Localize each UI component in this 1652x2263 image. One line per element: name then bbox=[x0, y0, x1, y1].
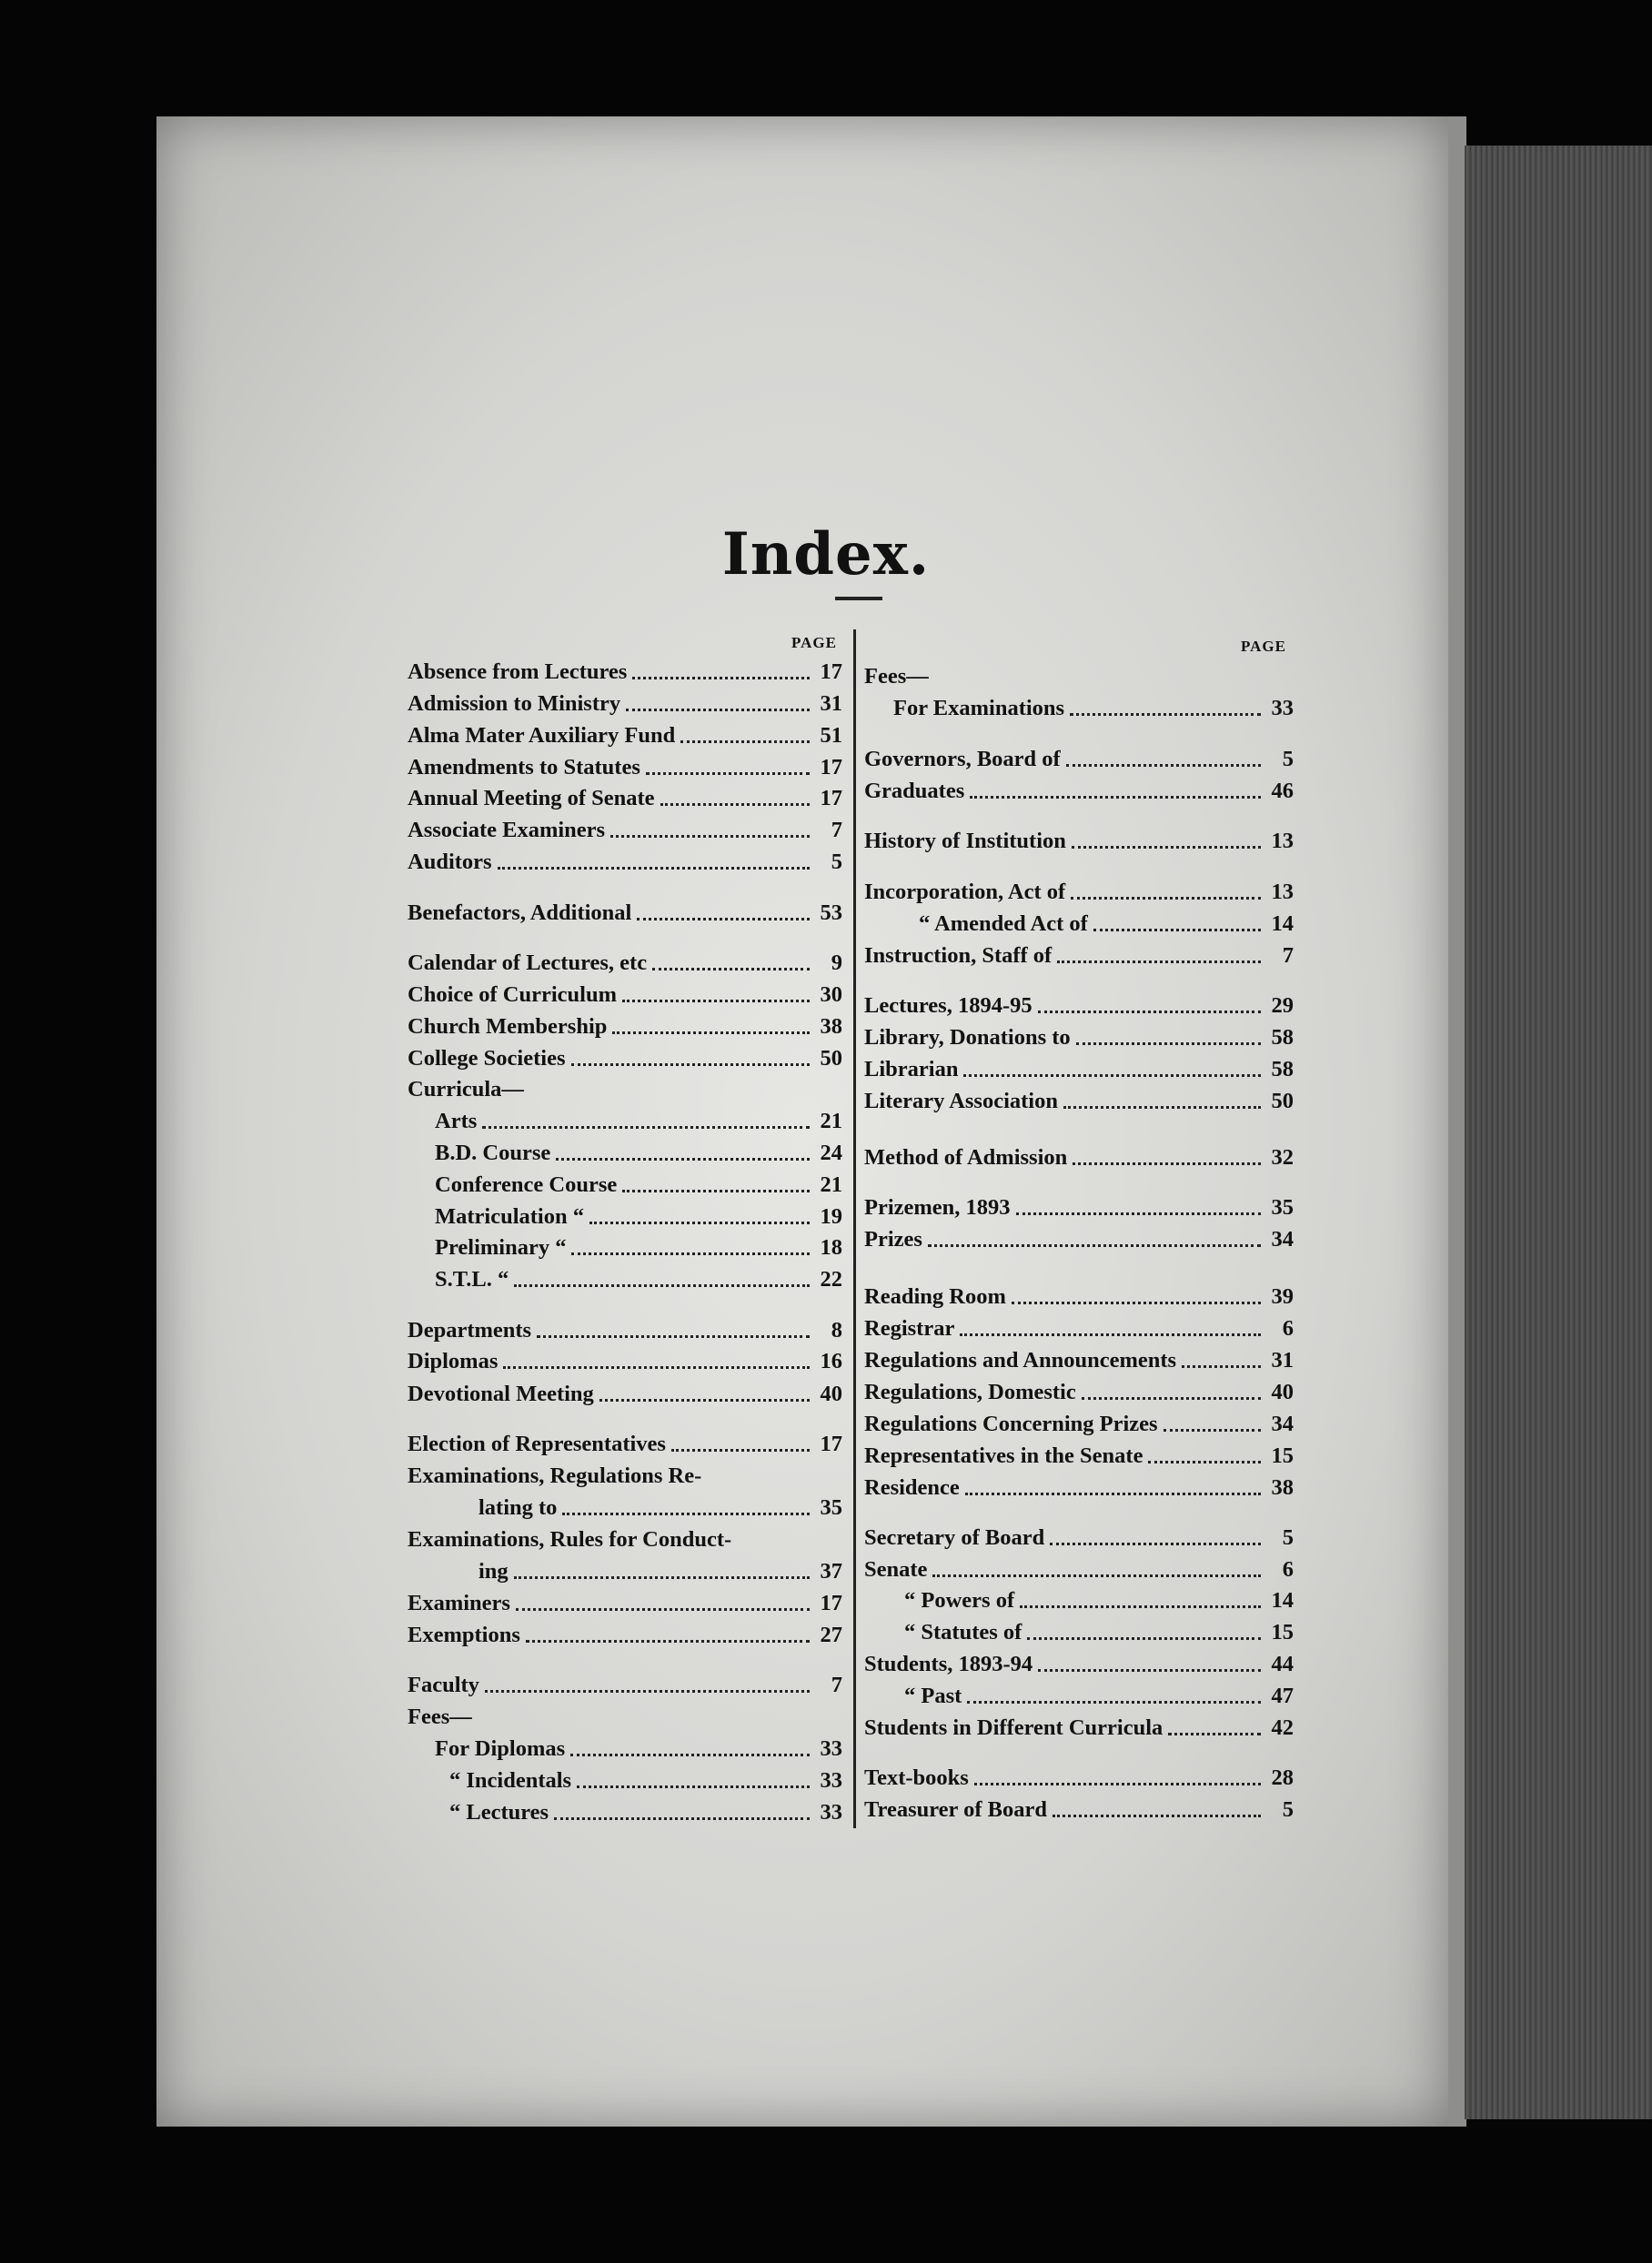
entry-label: Library, Donations to bbox=[864, 1025, 1071, 1050]
entry-page-number: 8 bbox=[831, 1318, 842, 1343]
leader-dots bbox=[570, 1754, 810, 1756]
entry-page-number: 15 bbox=[1271, 1443, 1294, 1468]
entry-label: “ Lectures bbox=[449, 1800, 549, 1825]
leader-dots bbox=[610, 835, 810, 838]
leader-dots bbox=[503, 1366, 810, 1369]
right-index-entry bbox=[864, 661, 1294, 692]
leader-dots bbox=[1073, 1162, 1261, 1165]
entry-page-number: 14 bbox=[1271, 1588, 1294, 1613]
leader-dots bbox=[1093, 929, 1261, 931]
entry-label: S.T.L. “ bbox=[435, 1267, 509, 1292]
right-index-entry bbox=[864, 1763, 1294, 1794]
entry-page-number: 15 bbox=[1271, 1620, 1294, 1644]
entry-page-number: 34 bbox=[1271, 1227, 1294, 1252]
entry-label: Faculty bbox=[408, 1673, 479, 1697]
leader-dots bbox=[1016, 1212, 1261, 1215]
right-index-entry bbox=[864, 1473, 1294, 1504]
entry-label: Curricula— bbox=[408, 1077, 524, 1101]
entry-page-number: 35 bbox=[820, 1495, 842, 1520]
entry-page-number: 38 bbox=[1271, 1475, 1294, 1500]
entry-label: Literary Association bbox=[864, 1089, 1058, 1113]
entry-page-number: 19 bbox=[820, 1204, 842, 1229]
right-index-entry bbox=[864, 1649, 1294, 1680]
right-index-entry bbox=[864, 877, 1294, 908]
entry-label: Election of Representatives bbox=[408, 1432, 666, 1456]
entry-page-number: 46 bbox=[1271, 779, 1294, 803]
left-index-entry bbox=[408, 898, 842, 929]
entry-label: Governors, Board of bbox=[864, 747, 1061, 771]
entry-page-number: 47 bbox=[1271, 1684, 1294, 1708]
entry-label: Examinations, Regulations Re- bbox=[408, 1463, 702, 1488]
entry-label: Secretary of Board bbox=[864, 1525, 1045, 1550]
entry-label: Exemptions bbox=[408, 1623, 520, 1647]
entry-label: Instruction, Staff of bbox=[864, 943, 1053, 968]
entry-page-number: 33 bbox=[820, 1736, 842, 1761]
right-index-entry bbox=[864, 1142, 1294, 1173]
left-index-entry bbox=[408, 752, 842, 783]
leader-dots bbox=[637, 918, 810, 920]
leader-dots bbox=[1182, 1365, 1261, 1368]
leader-dots bbox=[562, 1513, 810, 1515]
left-index-entry bbox=[408, 1043, 842, 1074]
leader-dots bbox=[660, 803, 810, 806]
left-index-entry bbox=[408, 1524, 842, 1555]
left-index-entry bbox=[435, 1106, 842, 1137]
entry-page-number: 21 bbox=[820, 1172, 842, 1197]
entry-page-number: 6 bbox=[1282, 1557, 1294, 1582]
entry-label: Reading Room bbox=[864, 1284, 1006, 1309]
entry-label: “ Statutes of bbox=[904, 1620, 1022, 1644]
leader-dots bbox=[1076, 1042, 1261, 1045]
entry-label: Preliminary “ bbox=[435, 1235, 567, 1260]
entry-label: Departments bbox=[408, 1318, 532, 1343]
leader-dots bbox=[1082, 1397, 1261, 1400]
left-index-entry bbox=[478, 1493, 842, 1524]
entry-page-number: 13 bbox=[1271, 880, 1294, 904]
leader-dots bbox=[485, 1690, 810, 1693]
entry-label: Prizes bbox=[864, 1227, 922, 1252]
entry-label: Librarian bbox=[864, 1057, 959, 1081]
entry-page-number: 42 bbox=[1271, 1715, 1294, 1740]
entry-label: Registrar bbox=[864, 1316, 955, 1341]
left-page-header: PAGE bbox=[791, 634, 837, 651]
left-index-entry bbox=[408, 783, 842, 814]
left-index-entry bbox=[408, 1346, 842, 1377]
column-divider bbox=[853, 629, 856, 1828]
entry-label: History of Institution bbox=[864, 829, 1066, 853]
entry-page-number: 17 bbox=[820, 755, 842, 779]
entry-label: Method of Admission bbox=[864, 1145, 1068, 1170]
entry-label: Incorporation, Act of bbox=[864, 880, 1066, 904]
leader-dots bbox=[1057, 961, 1261, 963]
right-index-entry bbox=[893, 693, 1294, 724]
leader-dots bbox=[932, 1574, 1261, 1577]
left-index-entry bbox=[435, 1202, 842, 1232]
left-index-entry bbox=[408, 1670, 842, 1701]
leader-dots bbox=[1050, 1543, 1261, 1545]
leader-dots bbox=[622, 1000, 810, 1002]
leader-dots bbox=[632, 677, 810, 679]
entry-page-number: 28 bbox=[1271, 1765, 1294, 1790]
entry-page-number: 58 bbox=[1271, 1057, 1294, 1081]
entry-label: Devotional Meeting bbox=[408, 1382, 594, 1406]
entry-page-number: 33 bbox=[820, 1800, 842, 1825]
entry-page-number: 17 bbox=[820, 786, 842, 810]
entry-label: Alma Mater Auxiliary Fund bbox=[408, 723, 676, 748]
right-index-entry bbox=[904, 1617, 1294, 1648]
entry-label: Amendments to Statutes bbox=[408, 755, 640, 779]
leader-dots bbox=[1038, 1669, 1261, 1672]
right-index-entry bbox=[864, 1554, 1294, 1585]
entry-page-number: 27 bbox=[820, 1623, 842, 1647]
entry-page-number: 58 bbox=[1271, 1025, 1294, 1050]
leader-dots bbox=[571, 1252, 810, 1255]
entry-label: Residence bbox=[864, 1475, 960, 1500]
entry-page-number: 30 bbox=[820, 982, 842, 1007]
entry-label: Fees— bbox=[408, 1705, 472, 1729]
right-index-entry bbox=[864, 1054, 1294, 1085]
entry-page-number: 17 bbox=[820, 659, 842, 684]
left-index-entry bbox=[435, 1232, 842, 1263]
right-index-entry bbox=[864, 1409, 1294, 1440]
right-index-entry bbox=[864, 744, 1294, 775]
entry-page-number: 5 bbox=[1282, 747, 1294, 771]
entry-label: Prizemen, 1893 bbox=[864, 1195, 1011, 1220]
entry-label: Examiners bbox=[408, 1591, 510, 1615]
leader-dots bbox=[1063, 1106, 1261, 1109]
leader-dots bbox=[599, 1399, 810, 1402]
left-index-entry bbox=[408, 1074, 842, 1105]
entry-label: “ Amended Act of bbox=[919, 911, 1088, 936]
entry-label: ing bbox=[478, 1559, 509, 1584]
left-index-entry bbox=[435, 1264, 842, 1295]
entry-label: Matriculation “ bbox=[435, 1204, 584, 1229]
right-index-entry bbox=[864, 1086, 1294, 1117]
right-index-entry bbox=[919, 909, 1294, 940]
left-index-entry bbox=[408, 815, 842, 846]
entry-page-number: 16 bbox=[820, 1349, 842, 1373]
leader-dots bbox=[514, 1576, 810, 1579]
leader-dots bbox=[1038, 1011, 1261, 1013]
entry-page-number: 7 bbox=[1282, 943, 1294, 968]
entry-page-number: 31 bbox=[820, 691, 842, 716]
leader-dots bbox=[516, 1608, 810, 1611]
leader-dots bbox=[626, 709, 810, 711]
left-index-entry bbox=[408, 657, 842, 688]
entry-page-number: 33 bbox=[820, 1768, 842, 1793]
right-index-entry bbox=[864, 1345, 1294, 1376]
page-edge bbox=[1448, 116, 1466, 2127]
entry-label: For Diplomas bbox=[435, 1736, 566, 1761]
entry-page-number: 29 bbox=[1271, 993, 1294, 1018]
leader-dots bbox=[974, 1783, 1261, 1785]
right-index-entry bbox=[904, 1681, 1294, 1712]
leader-dots bbox=[622, 1190, 810, 1192]
entry-page-number: 5 bbox=[1282, 1525, 1294, 1550]
entry-label: Fees— bbox=[864, 664, 929, 689]
leader-dots bbox=[498, 867, 810, 870]
right-page-header: PAGE bbox=[1241, 638, 1286, 655]
entry-label: Representatives in the Senate bbox=[864, 1443, 1143, 1468]
entry-label: For Examinations bbox=[893, 696, 1065, 720]
left-index-entry bbox=[408, 1620, 842, 1651]
entry-page-number: 21 bbox=[820, 1109, 842, 1133]
left-index-entry bbox=[408, 1429, 842, 1460]
entry-label: Conference Course bbox=[435, 1172, 618, 1197]
entry-page-number: 22 bbox=[820, 1267, 842, 1292]
entry-label: lating to bbox=[478, 1495, 558, 1520]
entry-label: Text-books bbox=[864, 1765, 969, 1790]
leader-dots bbox=[589, 1222, 810, 1224]
right-index-entry bbox=[864, 1313, 1294, 1344]
right-index-entry bbox=[904, 1585, 1294, 1616]
left-index-entry bbox=[408, 948, 842, 979]
entry-label: Students, 1893-94 bbox=[864, 1652, 1033, 1676]
leader-dots bbox=[928, 1244, 1261, 1247]
left-index-entry bbox=[435, 1138, 842, 1169]
leader-dots bbox=[556, 1158, 810, 1161]
left-index-entry bbox=[408, 1379, 842, 1410]
entry-label: Arts bbox=[435, 1109, 478, 1133]
leader-dots bbox=[1071, 897, 1261, 900]
leader-dots bbox=[1012, 1302, 1261, 1304]
leader-dots bbox=[963, 1074, 1261, 1077]
leader-dots bbox=[526, 1640, 810, 1643]
entry-page-number: 35 bbox=[1271, 1195, 1294, 1220]
leader-dots bbox=[1066, 764, 1261, 767]
right-index-entry bbox=[864, 940, 1294, 971]
entry-label: Examinations, Rules for Conduct- bbox=[408, 1527, 732, 1552]
entry-page-number: 5 bbox=[831, 850, 842, 874]
entry-label: Choice of Curriculum bbox=[408, 982, 617, 1007]
leader-dots bbox=[1163, 1429, 1261, 1432]
left-index-entry bbox=[478, 1556, 842, 1587]
entry-page-number: 37 bbox=[820, 1559, 842, 1584]
leader-dots bbox=[1070, 713, 1261, 716]
entry-label: College Societies bbox=[408, 1046, 566, 1071]
entry-page-number: 5 bbox=[1282, 1797, 1294, 1822]
entry-label: Regulations Concerning Prizes bbox=[864, 1412, 1158, 1436]
left-index-entry bbox=[408, 689, 842, 719]
left-index-entry bbox=[408, 1588, 842, 1619]
entry-page-number: 31 bbox=[1271, 1348, 1294, 1373]
leader-dots bbox=[514, 1284, 810, 1287]
right-index-entry bbox=[864, 1523, 1294, 1554]
entry-page-number: 44 bbox=[1271, 1652, 1294, 1676]
leader-dots bbox=[652, 968, 810, 971]
right-index-entry bbox=[864, 1377, 1294, 1408]
page-title: Index. bbox=[721, 520, 931, 588]
leader-dots bbox=[680, 740, 810, 743]
entry-page-number: 24 bbox=[820, 1141, 842, 1165]
entry-page-number: 38 bbox=[820, 1014, 842, 1039]
leader-dots bbox=[1148, 1461, 1261, 1463]
right-index-entry bbox=[864, 1224, 1294, 1255]
entry-page-number: 34 bbox=[1271, 1412, 1294, 1436]
left-index-entry bbox=[408, 1011, 842, 1042]
right-index-entry bbox=[864, 1441, 1294, 1472]
left-index-entry bbox=[449, 1765, 842, 1796]
entry-label: Absence from Lectures bbox=[408, 659, 628, 684]
entry-label: B.D. Course bbox=[435, 1141, 551, 1165]
right-index-entry bbox=[864, 1022, 1294, 1053]
right-index-entry bbox=[864, 1713, 1294, 1744]
leader-dots bbox=[967, 1701, 1261, 1704]
entry-label: Benefactors, Additional bbox=[408, 900, 632, 925]
entry-page-number: 14 bbox=[1271, 911, 1294, 936]
entry-label: Calendar of Lectures, etc bbox=[408, 950, 648, 975]
entry-label: Senate bbox=[864, 1557, 928, 1582]
entry-label: Regulations, Domestic bbox=[864, 1380, 1076, 1404]
leader-dots bbox=[646, 772, 810, 775]
right-index-entry bbox=[864, 1282, 1294, 1313]
entry-page-number: 33 bbox=[1271, 696, 1294, 720]
leader-dots bbox=[1072, 846, 1261, 849]
leader-dots bbox=[612, 1031, 810, 1034]
leader-dots bbox=[671, 1449, 810, 1452]
entry-label: Admission to Ministry bbox=[408, 691, 621, 716]
leader-dots bbox=[571, 1063, 811, 1066]
entry-page-number: 50 bbox=[820, 1046, 842, 1071]
entry-page-number: 40 bbox=[820, 1382, 842, 1406]
left-index-entry bbox=[408, 1461, 842, 1492]
leader-dots bbox=[1027, 1637, 1261, 1640]
leader-dots bbox=[554, 1817, 810, 1820]
left-index-entry bbox=[408, 1315, 842, 1346]
entry-page-number: 32 bbox=[1271, 1145, 1294, 1170]
entry-page-number: 53 bbox=[820, 900, 842, 925]
entry-label: Regulations and Announcements bbox=[864, 1348, 1177, 1373]
left-index-entry bbox=[435, 1170, 842, 1201]
entry-page-number: 17 bbox=[820, 1591, 842, 1615]
entry-page-number: 50 bbox=[1271, 1089, 1294, 1113]
entry-label: Associate Examiners bbox=[408, 818, 606, 842]
entry-label: Graduates bbox=[864, 779, 965, 803]
left-index-entry bbox=[408, 847, 842, 878]
left-index-entry bbox=[435, 1734, 842, 1765]
leader-dots bbox=[577, 1785, 810, 1788]
leader-dots bbox=[1168, 1733, 1261, 1735]
entry-label: Annual Meeting of Senate bbox=[408, 786, 655, 810]
entry-label: Lectures, 1894-95 bbox=[864, 993, 1032, 1018]
left-index-entry bbox=[449, 1797, 842, 1828]
right-index-entry bbox=[864, 776, 1294, 807]
right-index-entry bbox=[864, 1192, 1294, 1223]
leader-dots bbox=[1053, 1815, 1261, 1817]
entry-label: “ Past bbox=[904, 1684, 962, 1708]
leader-dots bbox=[1020, 1605, 1261, 1608]
adjacent-page-strip bbox=[1465, 146, 1652, 2119]
right-index-entry bbox=[864, 826, 1294, 857]
entry-label: “ Powers of bbox=[904, 1588, 1015, 1613]
leader-dots bbox=[482, 1126, 810, 1129]
entry-page-number: 18 bbox=[820, 1235, 842, 1260]
entry-page-number: 9 bbox=[831, 950, 842, 975]
entry-label: Treasurer of Board bbox=[864, 1797, 1047, 1822]
entry-page-number: 7 bbox=[831, 818, 842, 842]
leader-dots bbox=[965, 1493, 1261, 1495]
leader-dots bbox=[970, 796, 1261, 799]
left-index-entry bbox=[408, 1702, 842, 1733]
title-rule bbox=[835, 597, 882, 600]
entry-label: Diplomas bbox=[408, 1349, 499, 1373]
entry-label: “ Incidentals bbox=[449, 1768, 572, 1793]
entry-page-number: 40 bbox=[1271, 1380, 1294, 1404]
entry-page-number: 13 bbox=[1271, 829, 1294, 853]
leader-dots bbox=[537, 1335, 810, 1338]
entry-label: Church Membership bbox=[408, 1014, 608, 1039]
right-index-entry bbox=[864, 991, 1294, 1021]
entry-page-number: 6 bbox=[1282, 1316, 1294, 1341]
right-index-entry bbox=[864, 1795, 1294, 1825]
entry-label: Students in Different Curricula bbox=[864, 1715, 1163, 1740]
entry-page-number: 7 bbox=[831, 1673, 842, 1697]
left-index-entry bbox=[408, 720, 842, 751]
entry-label: Auditors bbox=[408, 850, 492, 874]
entry-page-number: 17 bbox=[820, 1432, 842, 1456]
left-index-entry bbox=[408, 980, 842, 1011]
entry-page-number: 51 bbox=[820, 723, 842, 748]
leader-dots bbox=[960, 1333, 1261, 1336]
entry-page-number: 39 bbox=[1271, 1284, 1294, 1309]
